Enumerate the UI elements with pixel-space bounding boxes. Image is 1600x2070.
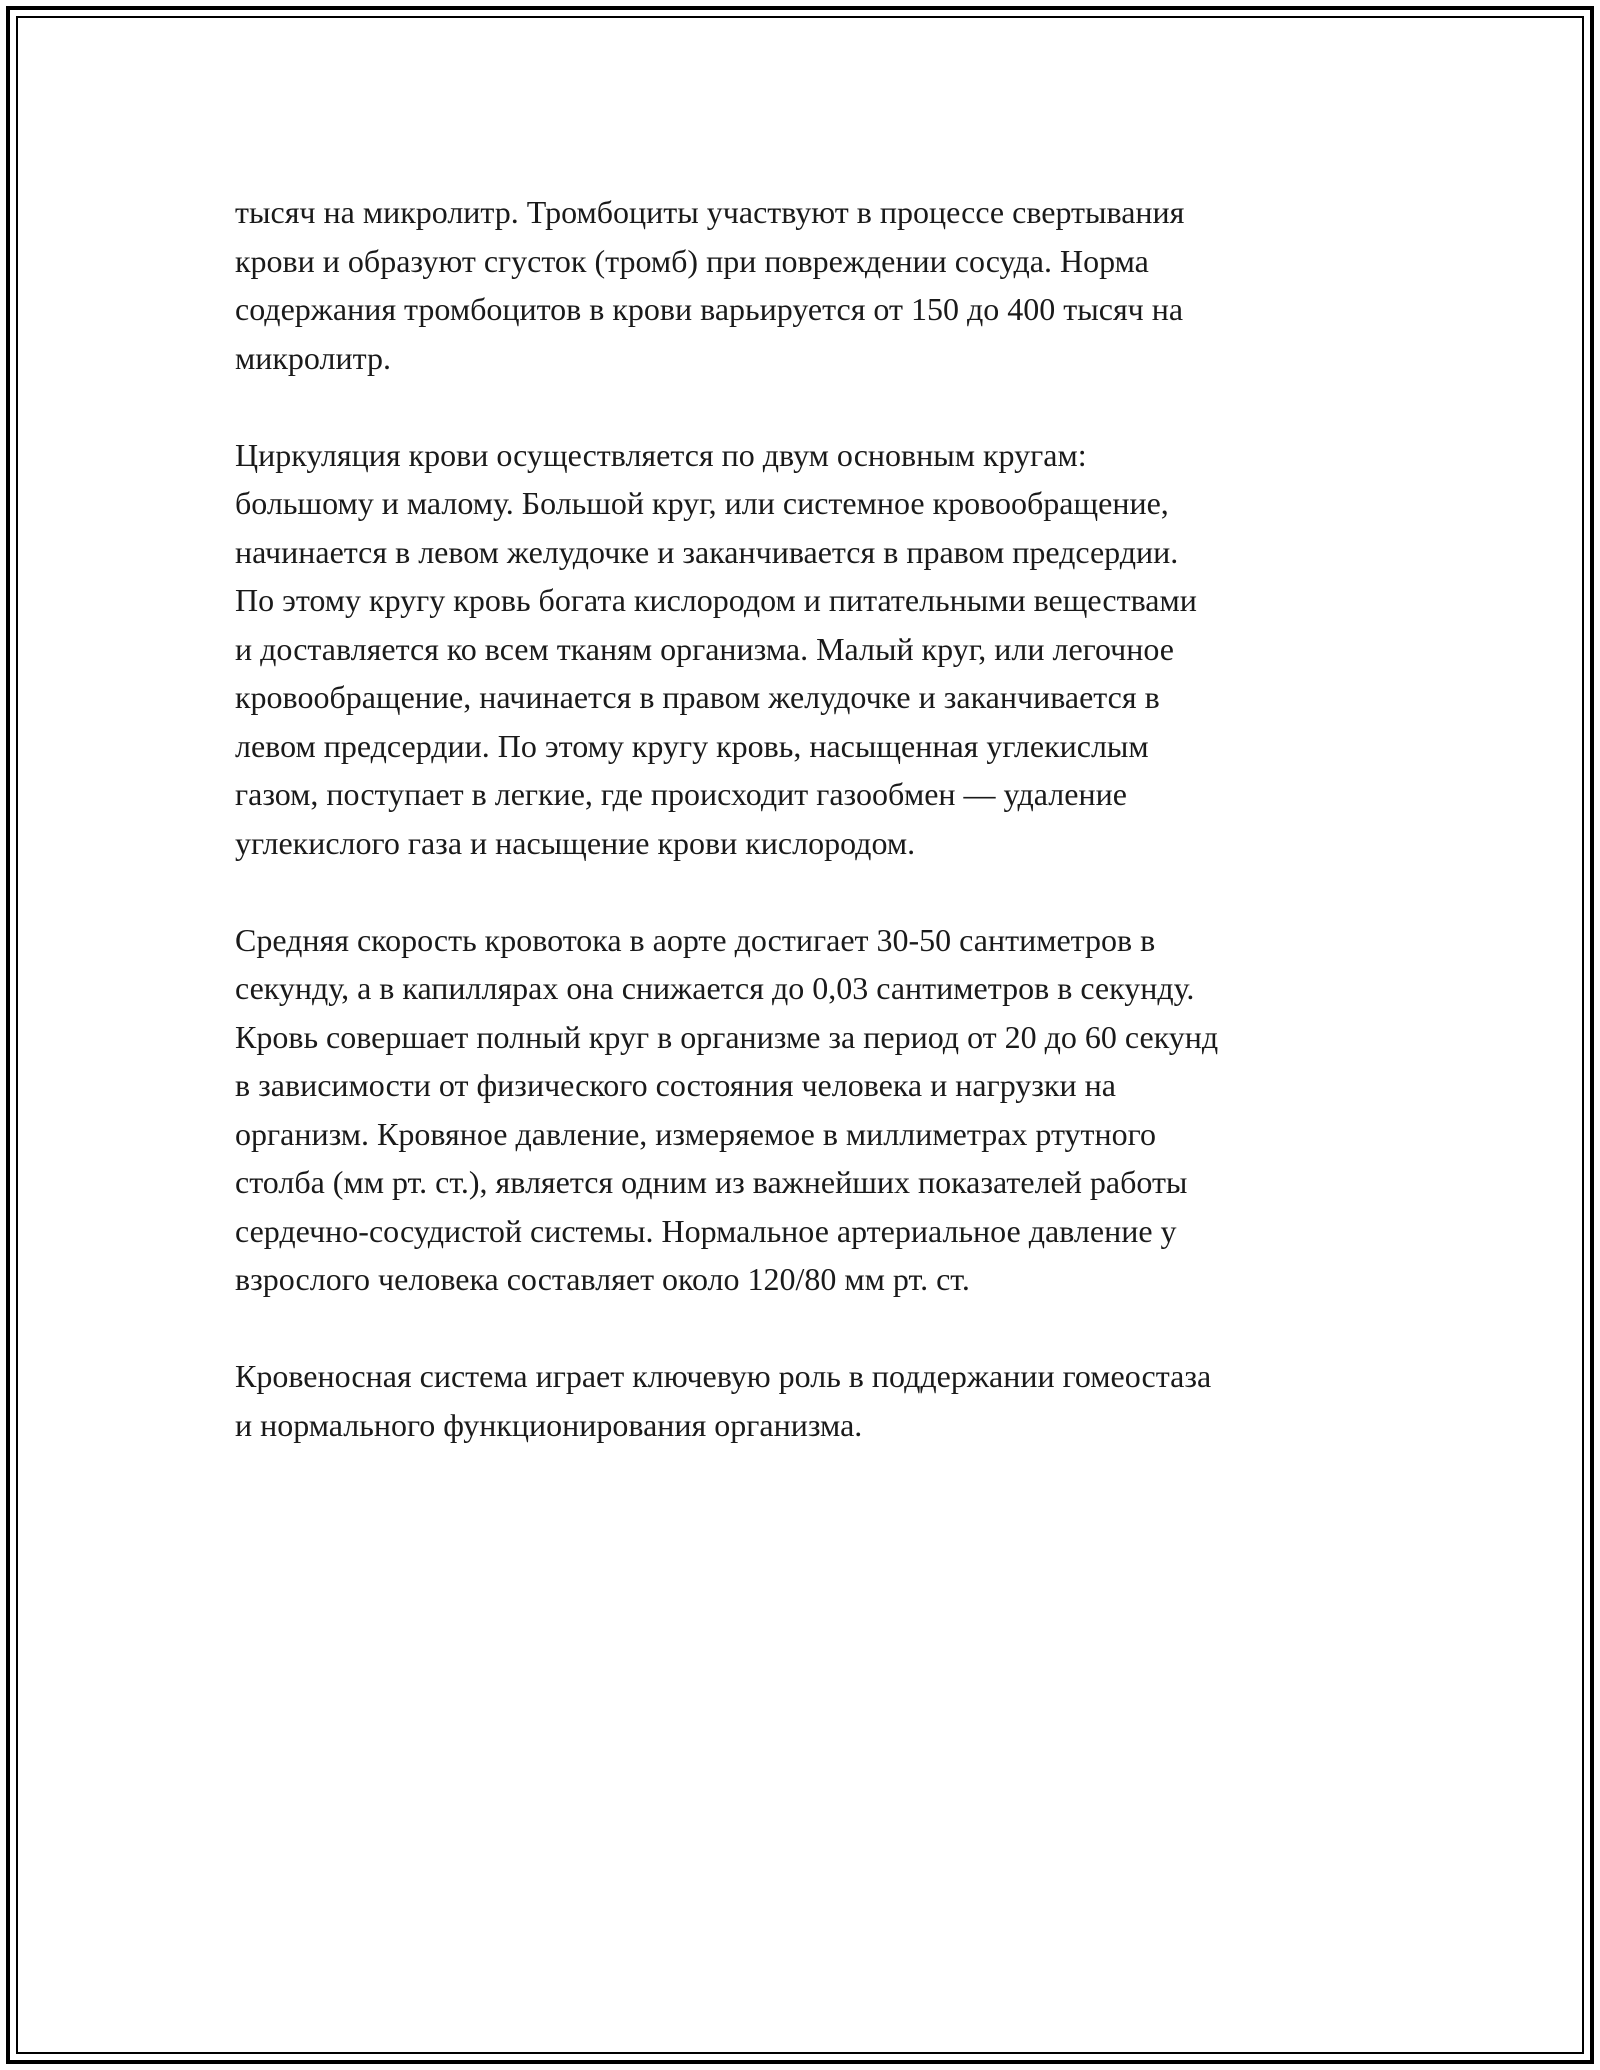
document-body bbox=[235, 188, 1395, 1498]
paragraph-platelets: тысяч на микролитр. Тромбоциты участвуют в процессе свертывания крови и образуют сгусток (тромб) при повреждении сосуда. Норма содержания тромбоцитов в крови варьируется от 150 до 400 тысяч на микролитр. bbox=[235, 194, 1185, 376]
paragraph-conclusion: Кровеносная система играет ключевую роль в поддержании гомеостаза и нормального функционирования организма. bbox=[235, 1358, 1212, 1443]
paragraph-blood-flow: Средняя скорость кровотока в аорте достигает 30-50 сантиметров в секунду, а в капиллярах она снижается до 0,03 сантиметров в секунду. Кровь совершает полный круг в организме за период от 20 до 60 секунд в зависимости от физического состояния человека и нагрузки на организм. Кровяное давление, измеряемое в миллиметрах ртутного столба (мм рт. ст.), является одним из важнейших показателей работы сердечно-сосудистой системы. Нормальное артериальное давление у взрослого человека составляет около 120/80 мм рт. ст. bbox=[235, 921, 1219, 1297]
paragraph-circulation: Циркуляция крови осуществляется по двум основным кругам: большому и малому. Большой круг, или системное кровообращение, начинается в левом желудочке и заканчивается в правом предсердии. По этому кругу кровь богата кислородом и питательными веществами и доставляется ко всем тканям организма. Малый круг, или легочное кровообращение, начинается в правом желудочке и заканчивается в левом предсердии. По этому кругу кровь, насыщенная углекислым газом, поступает в легкие, где происходит газообмен — удаление углекислого газа и насыщение крови кислородом. bbox=[235, 436, 1197, 861]
